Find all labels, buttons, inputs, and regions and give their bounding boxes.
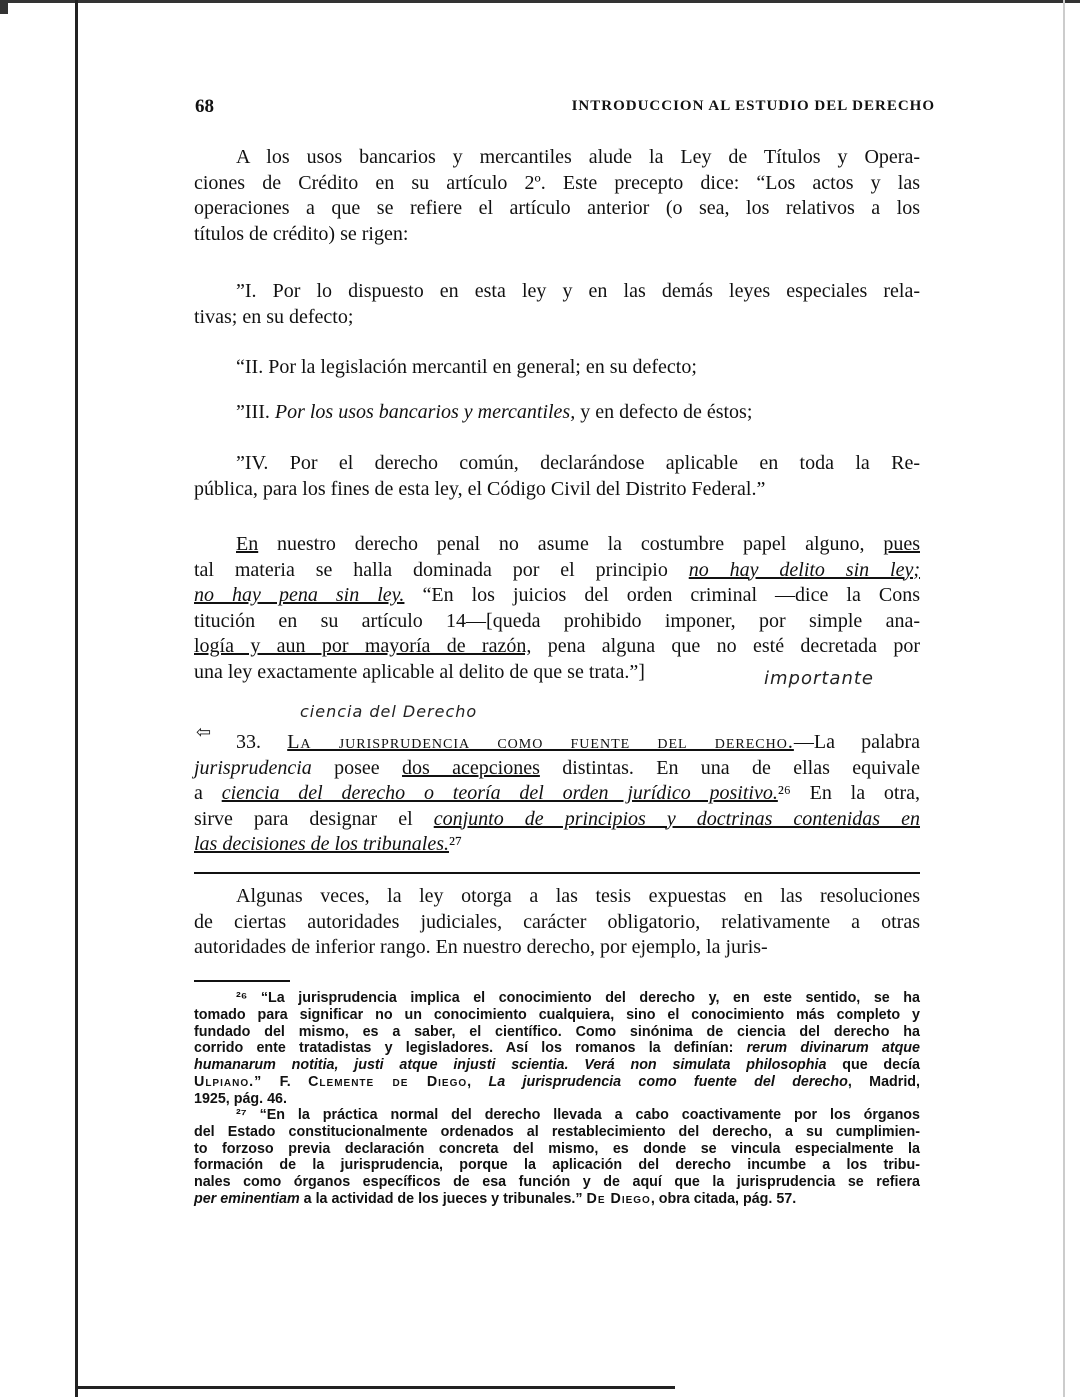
text-segment: titución en su artículo 14—[queda prohibido imponer, por simple ana- [194, 609, 920, 632]
text-segment: Ulpiano.” [194, 1073, 263, 1090]
text-segment: , obra citada, pág. 57. [650, 1190, 797, 1207]
paragraph-item-i [194, 279, 920, 330]
text-segment: Algunas veces, la ley otorga a las tesis expuestas en las resoluciones [236, 885, 920, 907]
text-segment: 33. [236, 731, 288, 753]
text-line [194, 1057, 920, 1074]
text-segment: tivas; en su defecto; [194, 305, 354, 328]
paragraph-derecho-penal [194, 532, 920, 685]
text-line [194, 1007, 920, 1024]
text-line [194, 1141, 920, 1158]
text-line [194, 884, 920, 910]
page-number: 68 [195, 96, 214, 117]
text-segment: pues [883, 533, 920, 555]
text-segment: formación de la jurisprudencia, porque la aplicación del derecho incumbe a los tribu- [194, 1157, 920, 1174]
text-segment: del Estado constitucionalmente ordenados al restablecimiento del derecho, a su cumplimien- [194, 1123, 920, 1140]
text-line [194, 807, 920, 833]
text-line [194, 781, 920, 807]
text-line [194, 171, 920, 197]
text-segment: a [194, 782, 222, 804]
text-line [194, 990, 920, 1007]
text-segment: a la actividad de los jueces y tribunales.” [299, 1190, 587, 1207]
text-segment: ciencia del derecho o teoría del orden jurídico positivo. [221, 782, 778, 804]
text-segment: “En los juicios del orden criminal —dice la Cons [404, 584, 920, 606]
text-line [194, 477, 920, 503]
text-line [194, 832, 920, 858]
text-line [194, 1074, 920, 1091]
text-segment: ²⁶ En la otra, [777, 782, 920, 804]
text-segment: nales como órganos específicos de esa función y de aquí que la jurisprudencia se refiera [194, 1174, 920, 1191]
paragraph-usos [194, 145, 920, 247]
text-line [194, 1024, 920, 1041]
text-segment: De Diego [586, 1190, 651, 1207]
text-line [194, 730, 920, 756]
text-line [194, 583, 920, 609]
section-33-paragraph [194, 730, 920, 858]
text-segment: per eminentiam [194, 1190, 300, 1207]
text-segment: humanarum notitia, justi atque injusti scientia. Verá non simulata philosophia [194, 1057, 827, 1074]
text-segment: A los usos bancarios y mercantiles alude la Ley de Títulos y Opera- [236, 146, 920, 168]
text-segment: no hay pena sin ley. [194, 584, 405, 606]
text-segment: autoridades de inferior rango. En nuestro derecho, por ejemplo, la juris- [194, 936, 768, 958]
scan-edge-left [75, 0, 78, 1397]
handwritten-note-ciencia: ciencia del Derecho [300, 702, 478, 721]
text-segment: Por los usos bancarios y mercantiles, [274, 401, 576, 423]
text-segment: pena alguna que no esté decretada por [531, 635, 920, 657]
text-segment: jurisprudencia [194, 756, 312, 779]
footnote-27 [194, 1107, 920, 1208]
text-line [194, 1191, 920, 1208]
text-segment: operaciones a que se refiere el artículo anterior (o sea, los relativos a los [194, 197, 920, 219]
text-line [194, 558, 920, 584]
text-segment: La jurisprudencia como fuente del derecho [488, 1073, 848, 1090]
text-line [194, 400, 920, 426]
text-line [194, 145, 920, 171]
text-segment: las decisiones de los tribunales. [194, 833, 449, 855]
text-segment: ²⁷ [448, 833, 462, 855]
text-line [194, 609, 920, 635]
text-segment: de ciertas autoridades judiciales, carácter obligatorio, relativamente a otras [194, 910, 920, 933]
text-segment: posee [311, 756, 403, 779]
text-segment: tal materia se halla dominada por el principio [194, 558, 689, 581]
text-line [194, 1040, 920, 1057]
text-segment: dos acepciones [402, 756, 540, 779]
text-segment: ²⁷ “En la práctica normal del derecho llevada a cabo coactivamente por los órganos [236, 1107, 920, 1123]
text-segment: títulos de crédito) se rigen: [194, 222, 409, 245]
text-segment: distintas. En una de ellas equivale [539, 756, 920, 779]
text-segment: tomado para significar no un conocimiento cualquiera, sino el conocimiento más completo y [194, 1006, 920, 1023]
paragraph-item-iii [194, 400, 920, 426]
running-title: INTRODUCCION AL ESTUDIO DEL DERECHO [571, 98, 935, 114]
text-segment: to forzoso previa declaración concreta del mismo, es donde se vincula especialmente la [194, 1140, 920, 1157]
text-segment: no hay delito sin ley; [688, 558, 921, 581]
text-line [194, 634, 920, 660]
text-segment: nuestro derecho penal no asume la costumbre papel alguno, [258, 533, 884, 555]
paragraph-item-ii [194, 355, 920, 381]
handwritten-underline [194, 872, 920, 874]
text-segment: corrido ente tratadistas y legisladores. Así los romanos la definían: [194, 1040, 747, 1057]
paragraph-algunas [194, 884, 920, 961]
text-segment: pública, para los fines de esta ley, el Código Civil del Distrito Federal.” [194, 477, 766, 500]
text-segment: , [467, 1073, 489, 1090]
text-line [194, 756, 920, 782]
text-line [194, 355, 920, 381]
text-segment: ”I. Por lo dispuesto en esta ley y en las demás leyes especiales rela- [236, 280, 920, 302]
footnote-rule [194, 980, 290, 982]
text-line [194, 935, 920, 961]
text-segment: , Madrid, [847, 1073, 920, 1090]
scan-edge-top [0, 0, 1080, 3]
text-line [194, 279, 920, 305]
text-segment: La jurisprudencia como fuente del derecho. [287, 731, 794, 753]
text-segment: logía y aun por mayoría de razón, [194, 635, 532, 657]
text-segment: Clemente de Diego [308, 1073, 468, 1090]
handwritten-note-importante: importante [764, 668, 875, 689]
text-segment: ciones de Crédito en su artículo 2º. Este precepto dice: “Los actos y las [194, 171, 920, 194]
scan-edge-bottom [75, 1386, 675, 1389]
text-segment: 1925, pág. 46. [194, 1090, 287, 1107]
text-line [194, 910, 920, 936]
text-line [194, 1124, 920, 1141]
paragraph-item-iv [194, 451, 920, 502]
text-line [194, 532, 920, 558]
text-segment: sirve para designar el [194, 807, 434, 830]
text-segment: F. [262, 1073, 309, 1090]
text-line [194, 1157, 920, 1174]
text-line [194, 451, 920, 477]
footnote-26 [194, 990, 920, 1108]
text-line [194, 305, 920, 331]
text-segment: ”IV. Por el derecho común, declarándose aplicable en toda la Re- [236, 452, 920, 474]
text-segment: —La palabra [793, 731, 920, 753]
text-line [194, 222, 920, 248]
scan-edge-right [1063, 0, 1065, 1397]
text-segment: rerum divinarum atque [746, 1040, 920, 1057]
text-segment: una ley exactamente aplicable al delito de que se trata.”] [194, 660, 645, 683]
text-line [194, 1174, 920, 1191]
text-segment: fundado del mismo, es a saber, el científico. Como sinónima de ciencia del derecho ha [194, 1023, 920, 1040]
text-segment: que decía [826, 1057, 920, 1074]
text-line [194, 196, 920, 222]
text-segment: “II. Por la legislación mercantil en general; en su defecto; [236, 356, 697, 378]
handwritten-arrow-icon: ⇦ [196, 722, 213, 743]
text-segment: ”III. [236, 401, 275, 423]
text-segment: y en defecto de éstos; [575, 401, 753, 423]
text-segment: ²⁶ “La jurisprudencia implica el conocimiento del derecho y, en este sentido, se ha [236, 990, 920, 1006]
text-segment: En [236, 533, 259, 555]
text-segment: conjunto de principios y doctrinas contenidas en [433, 807, 920, 830]
text-line [194, 1091, 920, 1108]
text-line [194, 1107, 920, 1124]
